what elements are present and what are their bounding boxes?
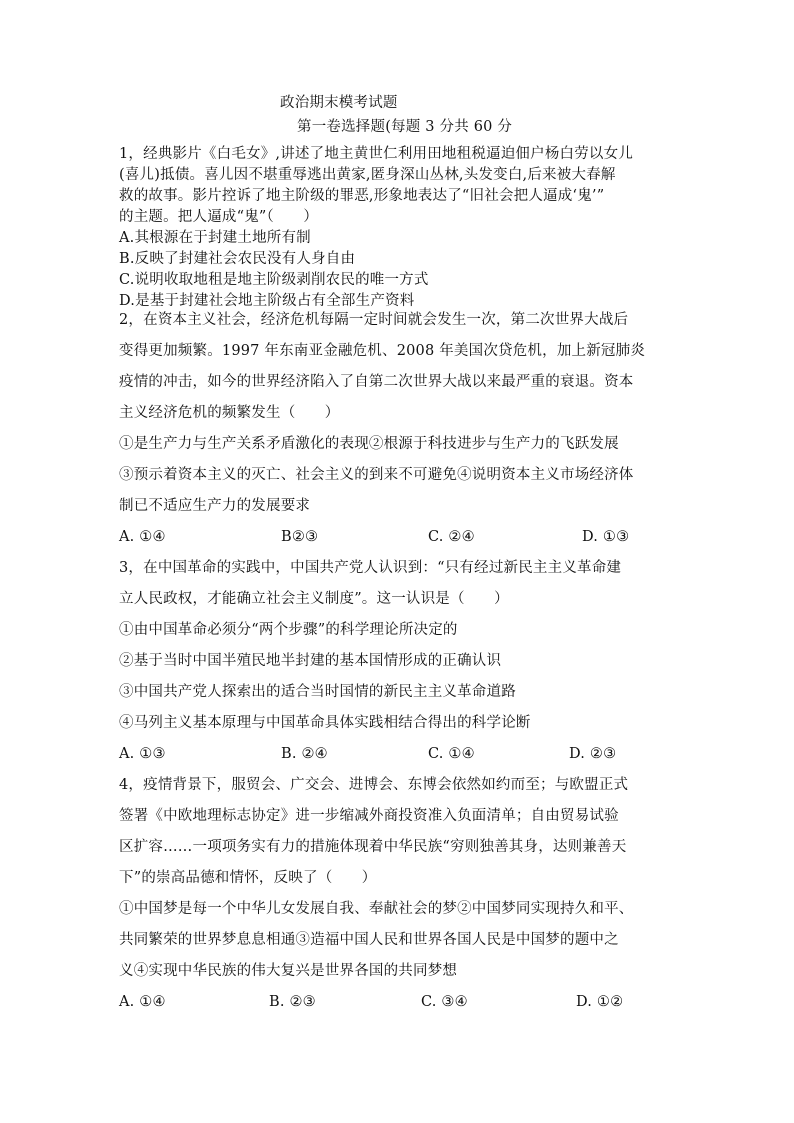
q2-statement: ③预示着资本主义的灭亡、社会主义的到来不可避免④说明资本主义市场经济体 — [119, 467, 634, 483]
q2-line: 2，在资本主义社会，经济危机每隔一定时间就会发生一次，第二次世界大战后 — [119, 312, 629, 328]
section-subtitle: 第一卷选择题(每题 3 分共 60 分 — [297, 119, 513, 135]
q3-statement: ②基于当时中国半殖民地半封建的基本国情形成的正确认识 — [119, 653, 502, 669]
q4-line: 下”的崇高品德和情怀，反映了（ ） — [119, 870, 377, 886]
q3-option-a: A. ①③ — [119, 746, 166, 762]
q4-option-c: C. ③④ — [421, 994, 468, 1010]
q4-statement: 共同繁荣的世界梦息息相通③造福中国人民和世界各国人民是中国梦的题中之 — [119, 932, 619, 948]
q3-statement: ④马列主义基本原理与中国革命具体实践相结合得出的科学论断 — [119, 715, 531, 731]
q2-line: 主义经济危机的频繁发生（ ） — [119, 405, 340, 421]
q3-option-b: B. ②④ — [281, 746, 328, 762]
q2-line: 疫情的冲击，如今的世界经济陷入了自第二次世界大战以来最严重的衰退。资本 — [119, 374, 634, 390]
q2-statement: ①是生产力与生产关系矛盾激化的表现②根源于科技进步与生产力的飞跃发展 — [119, 436, 619, 452]
q4-statement: ①中国梦是每一个中华儿女发展自我、奉献社会的梦②中国梦同实现持久和平、 — [119, 901, 634, 917]
q2-option-c: C. ②④ — [428, 529, 475, 545]
q4-line: 签署《中欧地理标志协定》进一步缩减外商投资准入负面清单；自由贸易试验 — [119, 808, 619, 824]
q2-line: 变得更加频繁。1997 年东南亚金融危机、2008 年美国次贷危机，加上新冠肺炎 — [119, 343, 646, 359]
q1-option-b: B.反映了封建社会农民没有人身自由 — [119, 251, 356, 267]
q2-statement: 制已不适应生产力的发展要求 — [119, 498, 311, 514]
page-title: 政治期末模考试题 — [280, 95, 398, 111]
q3-statement: ③中国共产党人探索出的适合当时国情的新民主主义革命道路 — [119, 684, 516, 700]
q3-line: 3，在中国革命的实践中，中国共产党人认识到：“只有经过新民主主义革命建 — [119, 560, 622, 576]
q4-statement: 义④实现中华民族的伟大复兴是世界各国的共同梦想 — [119, 963, 458, 979]
q4-option-d: D. ①② — [576, 994, 624, 1010]
q1-option-c: C.说明收取地租是地主阶级剥削农民的唯一方式 — [119, 272, 429, 288]
q3-option-c: C. ①④ — [428, 746, 475, 762]
q1-line: (喜儿)抵债。喜儿因不堪重辱逃出黄家,匿身深山丛林,头发变白,后来被大春解 — [119, 167, 616, 183]
q4-option-a: A. ①④ — [119, 994, 166, 1010]
q1-line: 的主题。把人逼成“鬼”（ ） — [119, 209, 319, 225]
q1-line: 1，经典影片《白毛女》,讲述了地主黄世仁利用田地租税逼迫佃户杨白劳以女儿 — [119, 146, 634, 162]
q2-option-a: A. ①④ — [119, 529, 166, 545]
q1-line: 救的故事。影片控诉了地主阶级的罪恶,形象地表达了“旧社会把人逼成‘鬼’” — [119, 188, 605, 204]
q4-option-b: B. ②③ — [269, 994, 316, 1010]
q1-option-d: D.是基于封建社会地主阶级占有全部生产资料 — [119, 293, 415, 309]
q3-option-d: D. ②③ — [569, 746, 617, 762]
q2-option-d: D. ①③ — [582, 529, 630, 545]
q4-line: 区扩容……一项项务实有力的措施体现着中华民族“穷则独善其身，达则兼善天 — [119, 839, 627, 855]
q4-line: 4，疫情背景下，服贸会、广交会、进博会、东博会依然如约而至；与欧盟正式 — [119, 777, 629, 793]
q3-statement: ①由中国革命必须分“两个步骤”的科学理论所决定的 — [119, 622, 458, 638]
q1-option-a: A.其根源在于封建土地所有制 — [119, 230, 311, 246]
q3-line: 立人民政权，才能确立社会主义制度”。这一认识是（ ） — [119, 591, 509, 607]
q2-option-b: B②③ — [281, 529, 319, 545]
